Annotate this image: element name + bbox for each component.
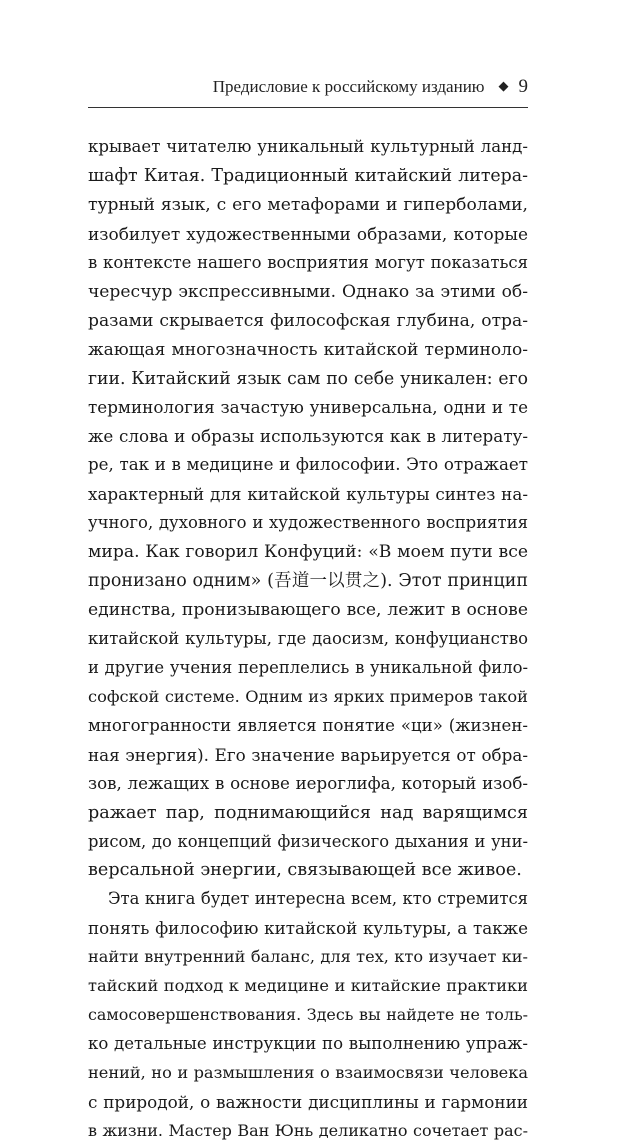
- text-line: в жизни. Мастер Ван Юнь деликатно сочетает рас-: [88, 1120, 528, 1140]
- text-line: крывает читателю уникальный культурный ланд-: [88, 137, 528, 156]
- text-line: пронизано одним» (吾道一以贯之). Этот принцип: [88, 571, 528, 592]
- text-line: зов, лежащих в основе иероглифа, который изоб-: [88, 773, 528, 793]
- body-text: [88, 133, 528, 1146]
- text-line: ко детальные инструкции по выполнению упраж-: [88, 1034, 528, 1054]
- text-line: чересчур экспрессивными. Однако за этими об-: [88, 281, 528, 302]
- text-line: многогранности является понятие «ци» (жизнен-: [88, 715, 528, 735]
- text-line: понять философию китайской культуры, а также: [88, 918, 528, 939]
- page-number: 9: [518, 76, 528, 97]
- text-line: мира. Как говорил Конфуций: «В моем пути все: [88, 542, 528, 563]
- text-line: турный язык, с его метафорами и гиперболами,: [88, 194, 528, 215]
- text-line: же слова и образы используются как в литерату-: [88, 426, 528, 447]
- text-line: разами скрывается философская глубина, отра-: [88, 310, 528, 331]
- text-line: в контексте нашего восприятия могут показаться: [88, 252, 528, 272]
- paragraph-first-line: Эта книга будет интересна всем, кто стремится: [108, 889, 528, 909]
- text-line: версальной энергии, связывающей все живое.: [88, 860, 522, 881]
- running-header: [88, 76, 528, 98]
- text-line: рисом, до концепций физического дыхания и уни-: [88, 831, 528, 851]
- text-line: характерный для китайской культуры синтез на-: [88, 484, 528, 505]
- text-line: учного, духовного и художественного восприятия: [88, 513, 528, 533]
- text-line: с природой, о важности дисциплины и гармонии: [88, 1091, 528, 1112]
- text-line: жающая многозначность китайской терминоло-: [88, 339, 528, 360]
- text-line: тайский подход к медицине и китайские практики: [88, 976, 528, 996]
- text-line: нений, но и размышления о взаимосвязи человека: [88, 1063, 528, 1082]
- running-header-title: Предисловие к российскому изданию: [212, 77, 485, 96]
- text-line: терминология зачастую универсальна, одни и те: [88, 397, 528, 418]
- text-line: изобилует художественными образами, которые: [88, 223, 528, 244]
- text-line: единства, пронизывающего все, лежит в основе: [88, 600, 528, 620]
- text-line: ражает пар, поднимающийся над варящимся: [88, 802, 528, 823]
- text-line: и другие учения переплелись в уникальной фило-: [88, 657, 528, 677]
- text-line: гии. Китайский язык сам по себе уникален: его: [88, 368, 528, 389]
- diamond-ornament-icon: ◆: [498, 78, 509, 93]
- text-line: софской системе. Одним из ярких примеров такой: [88, 686, 528, 706]
- text-line: найти внутренний баланс, для тех, кто изучает ки-: [88, 947, 528, 967]
- text-line: ре, так и в медицине и философии. Это отражает: [88, 455, 528, 475]
- text-line: ная энергия). Его значение варьируется от обра-: [88, 744, 528, 765]
- text-line: шафт Китая. Традиционный китайский литера-: [88, 165, 528, 186]
- header-rule: [88, 107, 528, 108]
- text-line: самосовершенствования. Здесь вы найдете не толь-: [88, 1005, 528, 1025]
- text-line: китайской культуры, где даосизм, конфуцианство: [88, 628, 528, 648]
